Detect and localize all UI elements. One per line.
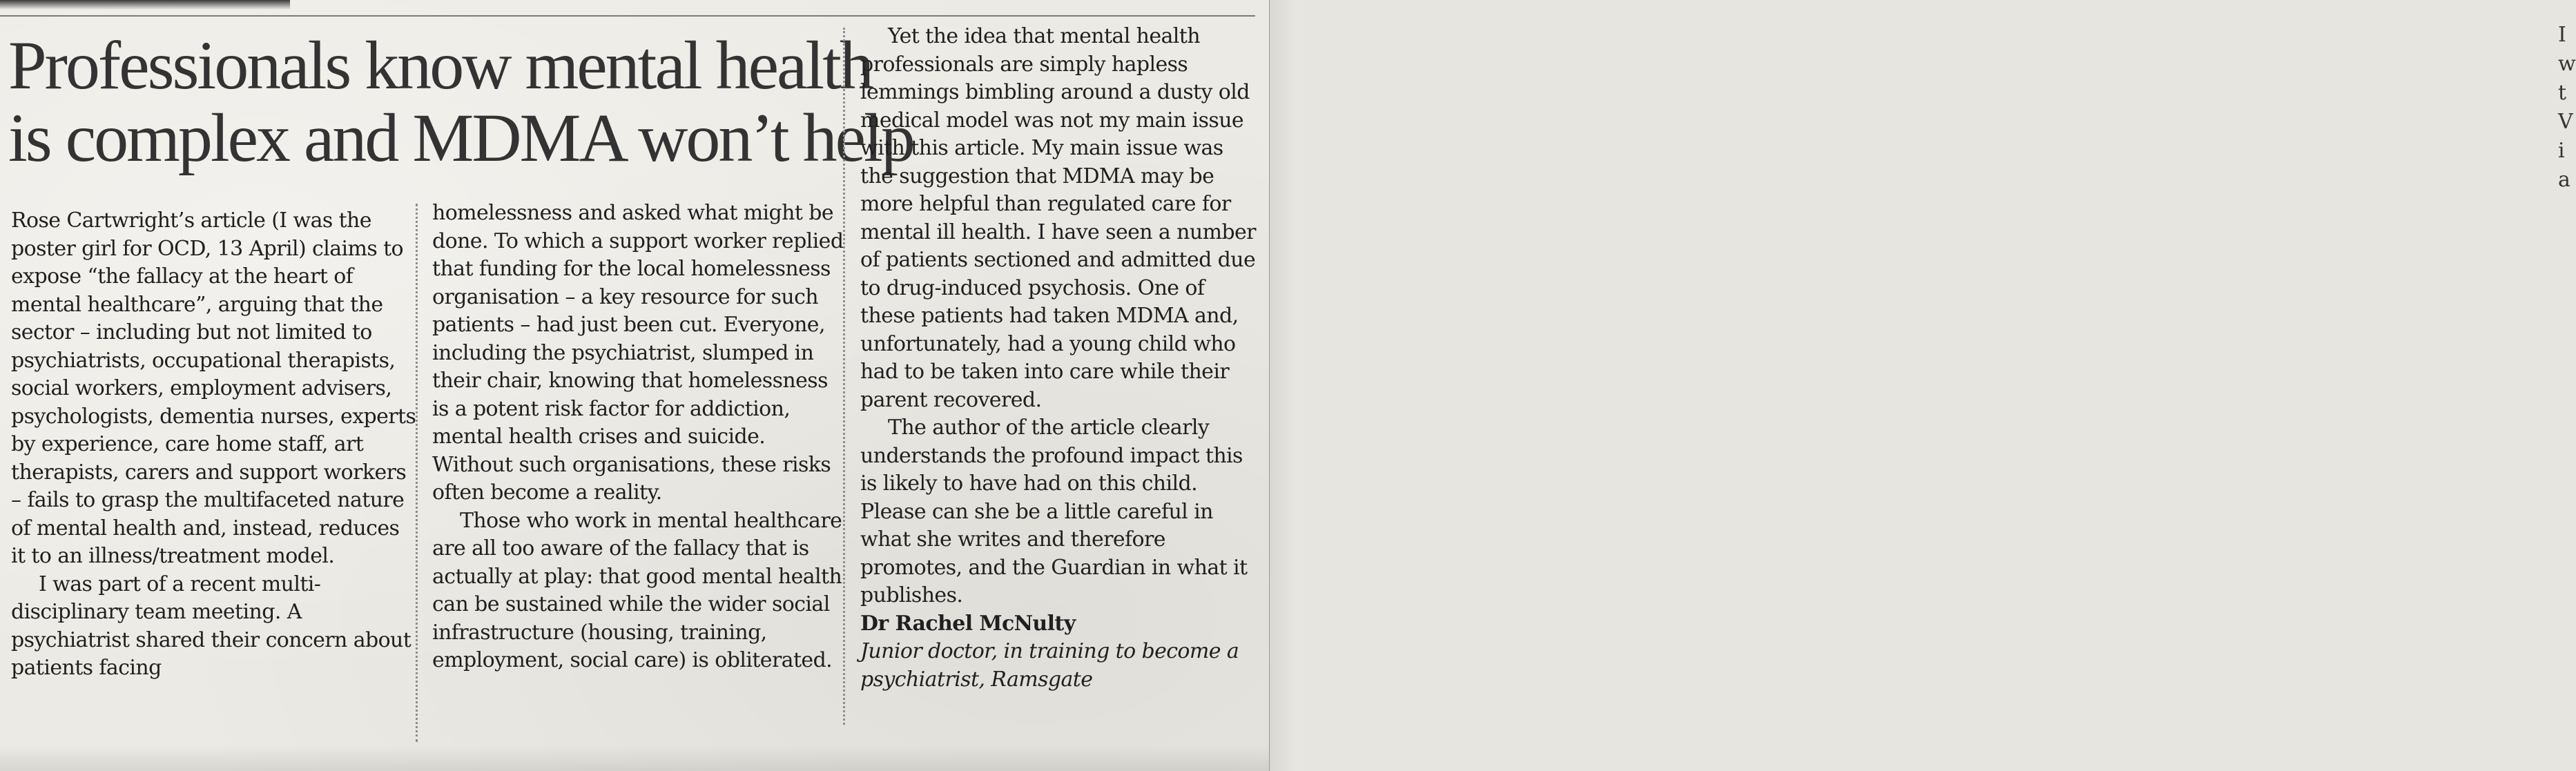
page-bottom-shadow xyxy=(0,745,1269,771)
column-1 xyxy=(11,207,418,683)
col3-paragraph-1: Yet the idea that mental health professionals are simply hapless lemmings bimbling around a dusty old medical model was not my main issue with this article. My main issue was the suggestion that MDMA may be more helpful than regulated care for mental ill health. I have seen a number of patients sectioned and admitted due to drug-induced psychosis. One of these patients had taken MDMA and, unfortunately, had a young child who had to be taken into care while their parent recovered. xyxy=(860,24,1256,412)
col1-paragraph-2: I was part of a recent multi-disciplinary team meeting. A psychiatrist shared their concern about patients facing xyxy=(11,572,411,680)
headline-line-1: Professionals know mental health xyxy=(8,27,872,104)
headline xyxy=(8,27,913,176)
top-rule xyxy=(0,15,1255,17)
adjacent-page-edge xyxy=(1269,0,2576,771)
page-top-shadow xyxy=(0,0,290,10)
signature-role: Junior doctor, in training to become a psychiatrist, Ramsgate xyxy=(860,639,1239,692)
col1-paragraph-1: Rose Cartwright’s article (I was the poster girl for OCD, 13 April) claims to expose “the fallacy at the heart of mental healthcare”, arguing that the sector – including but not limited to psychiatrists, occupational therapists, social workers, employment advisers, psychologists, dementia nurses, experts by experience, care home staff, art therapists, carers and support workers – fails to grasp the multifaceted nature of mental health and, instead, reduces it to an illness/treatment model. xyxy=(11,208,416,568)
column-divider-2 xyxy=(843,28,845,725)
col3-paragraph-2: The author of the article clearly understands the profound impact this is likely to have had on this child. Please can she be a little careful in what she writes and therefore promotes, and the Guardian in what it publishes. xyxy=(860,416,1248,607)
column-3 xyxy=(860,23,1261,694)
headline-line-2: is complex and MDMA won’t help xyxy=(8,99,913,176)
adjacent-page-text-fragment: I w t V i a xyxy=(2558,23,2576,192)
col2-paragraph-1: homelessness and asked what might be done. To which a support worker replied that funding for the local homelessness organisation – a key resource for such patients – had just been cut. Everyone, including the psychiatrist, slumped in their chair, knowing that homelessness is a potent risk factor for addiction, mental health crises and suicide. Without such organisations, these risks often become a reality. xyxy=(432,201,844,505)
column-2 xyxy=(432,199,846,675)
column-divider-1 xyxy=(416,204,418,742)
col2-paragraph-2: Those who work in mental healthcare are all too aware of the fallacy that is actually at play: that good mental health can be sustained while the wider social infrastructure (housing, training, employment, social care) is obliterated. xyxy=(432,508,842,672)
signature-name: Dr Rachel McNulty xyxy=(860,611,1076,636)
